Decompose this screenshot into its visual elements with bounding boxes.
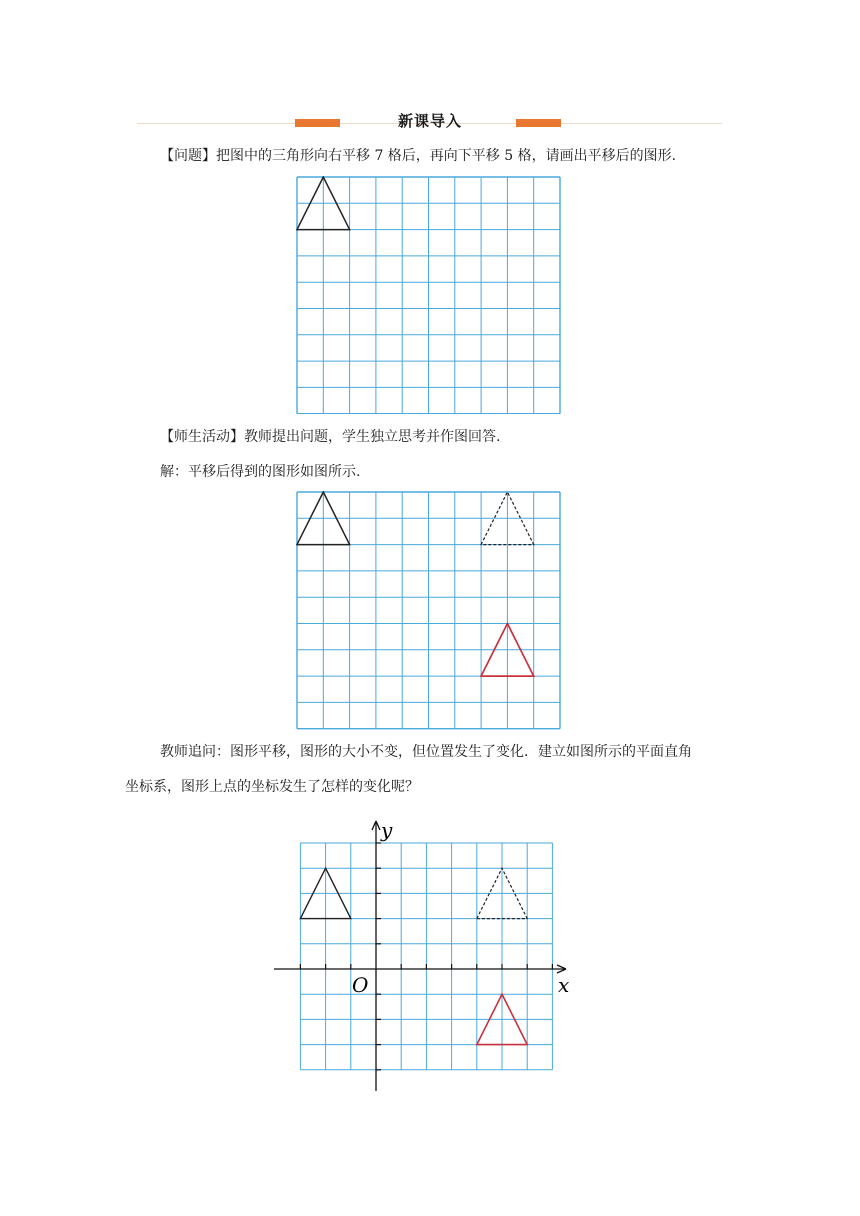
grid-figure-2 bbox=[296, 491, 564, 730]
followup-text-line1: 教师追问：图形平移，图形的大小不变，但位置发生了变化．建立如图所示的平面直角 bbox=[160, 744, 692, 760]
solution-text: 解：平移后得到的图形如图所示. bbox=[160, 464, 361, 480]
problem-text: 【问题】把图中的三角形向右平移 7 格后，再向下平移 5 格，请画出平移后的图形. bbox=[160, 148, 677, 164]
section-title: 新课导入 bbox=[397, 112, 462, 130]
x-axis-label: x bbox=[558, 973, 570, 997]
coordinate-figure bbox=[268, 815, 578, 1097]
grid-figure-1 bbox=[296, 176, 564, 414]
activity-text: 【师生活动】教师提出问题，学生独立思考并作图回答. bbox=[160, 429, 501, 445]
y-axis-label: y bbox=[381, 818, 393, 842]
coordinate-axes bbox=[274, 821, 566, 1091]
grid-lines bbox=[297, 492, 560, 729]
coordinate-grid bbox=[300, 843, 552, 1070]
grid-lines bbox=[297, 177, 560, 414]
followup-text-line2: 坐标系，图形上点的坐标发生了怎样的变化呢？ bbox=[125, 779, 419, 795]
origin-label: O bbox=[352, 973, 369, 997]
